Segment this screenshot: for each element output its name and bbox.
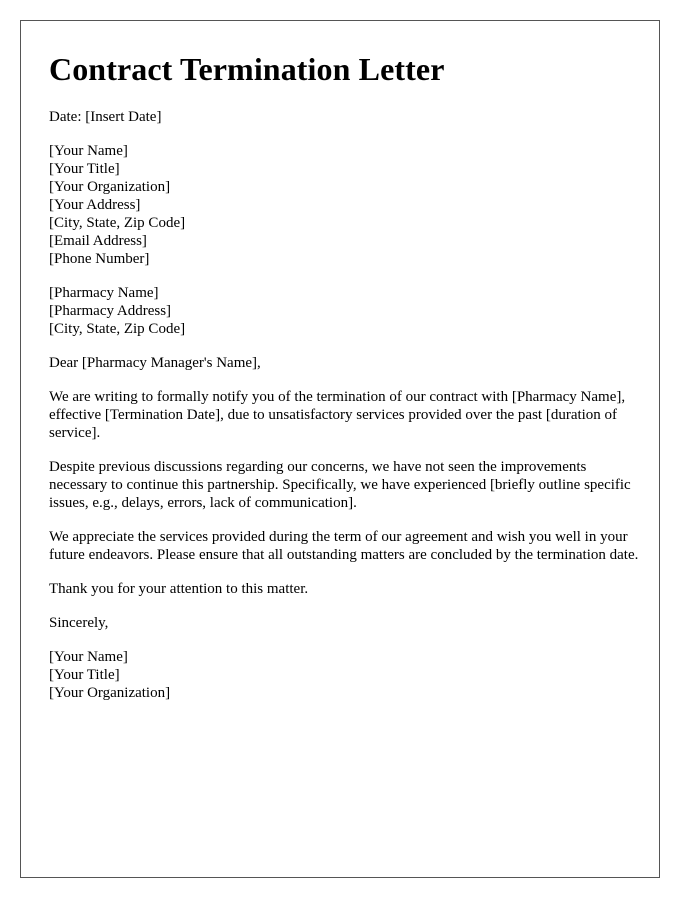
sender-city-state-zip: [City, State, Zip Code] xyxy=(49,215,186,231)
body-paragraph-1: We are writing to formally notify you of the termination of our contract with [Pharmacy Name], effective [Termination Date], due to unsatisfactory services provided over the past [duration of service]. xyxy=(49,389,626,441)
recipient-city-state-zip: [City, State, Zip Code] xyxy=(49,321,186,337)
signature-organization: [Your Organization] xyxy=(49,685,171,701)
sender-email: [Email Address] xyxy=(49,233,147,249)
salutation: Dear [Pharmacy Manager's Name], xyxy=(49,355,261,371)
closing: Sincerely, xyxy=(49,615,109,631)
sender-title: [Your Title] xyxy=(49,161,120,177)
recipient-address: [Pharmacy Address] xyxy=(49,303,172,319)
sender-block xyxy=(49,142,639,268)
signature-name: [Your Name] xyxy=(49,649,128,665)
letter-title: Contract Termination Letter xyxy=(49,51,445,87)
body-paragraph-3: We appreciate the services provided during the term of our agreement and wish you well in your future endeavors. Please ensure that all outstanding matters are concluded by the termination date. xyxy=(49,529,639,563)
recipient-block xyxy=(49,284,639,338)
body-paragraph-4: Thank you for your attention to this matter. xyxy=(49,581,309,597)
sender-phone: [Phone Number] xyxy=(49,251,150,267)
letter-content xyxy=(49,51,639,718)
sender-address: [Your Address] xyxy=(49,197,141,213)
sender-name: [Your Name] xyxy=(49,143,128,159)
letter-page xyxy=(20,20,660,878)
signature-block xyxy=(49,648,639,702)
body-paragraph-2: Despite previous discussions regarding our concerns, we have not seen the improvements necessary to continue this partnership. Specifically, we have experienced [briefly outline specific issues, e.g., delays, errors, lack of communication]. xyxy=(49,459,631,511)
date-line: Date: [Insert Date] xyxy=(49,109,162,125)
signature-title: [Your Title] xyxy=(49,667,120,683)
recipient-name: [Pharmacy Name] xyxy=(49,285,159,301)
sender-organization: [Your Organization] xyxy=(49,179,171,195)
